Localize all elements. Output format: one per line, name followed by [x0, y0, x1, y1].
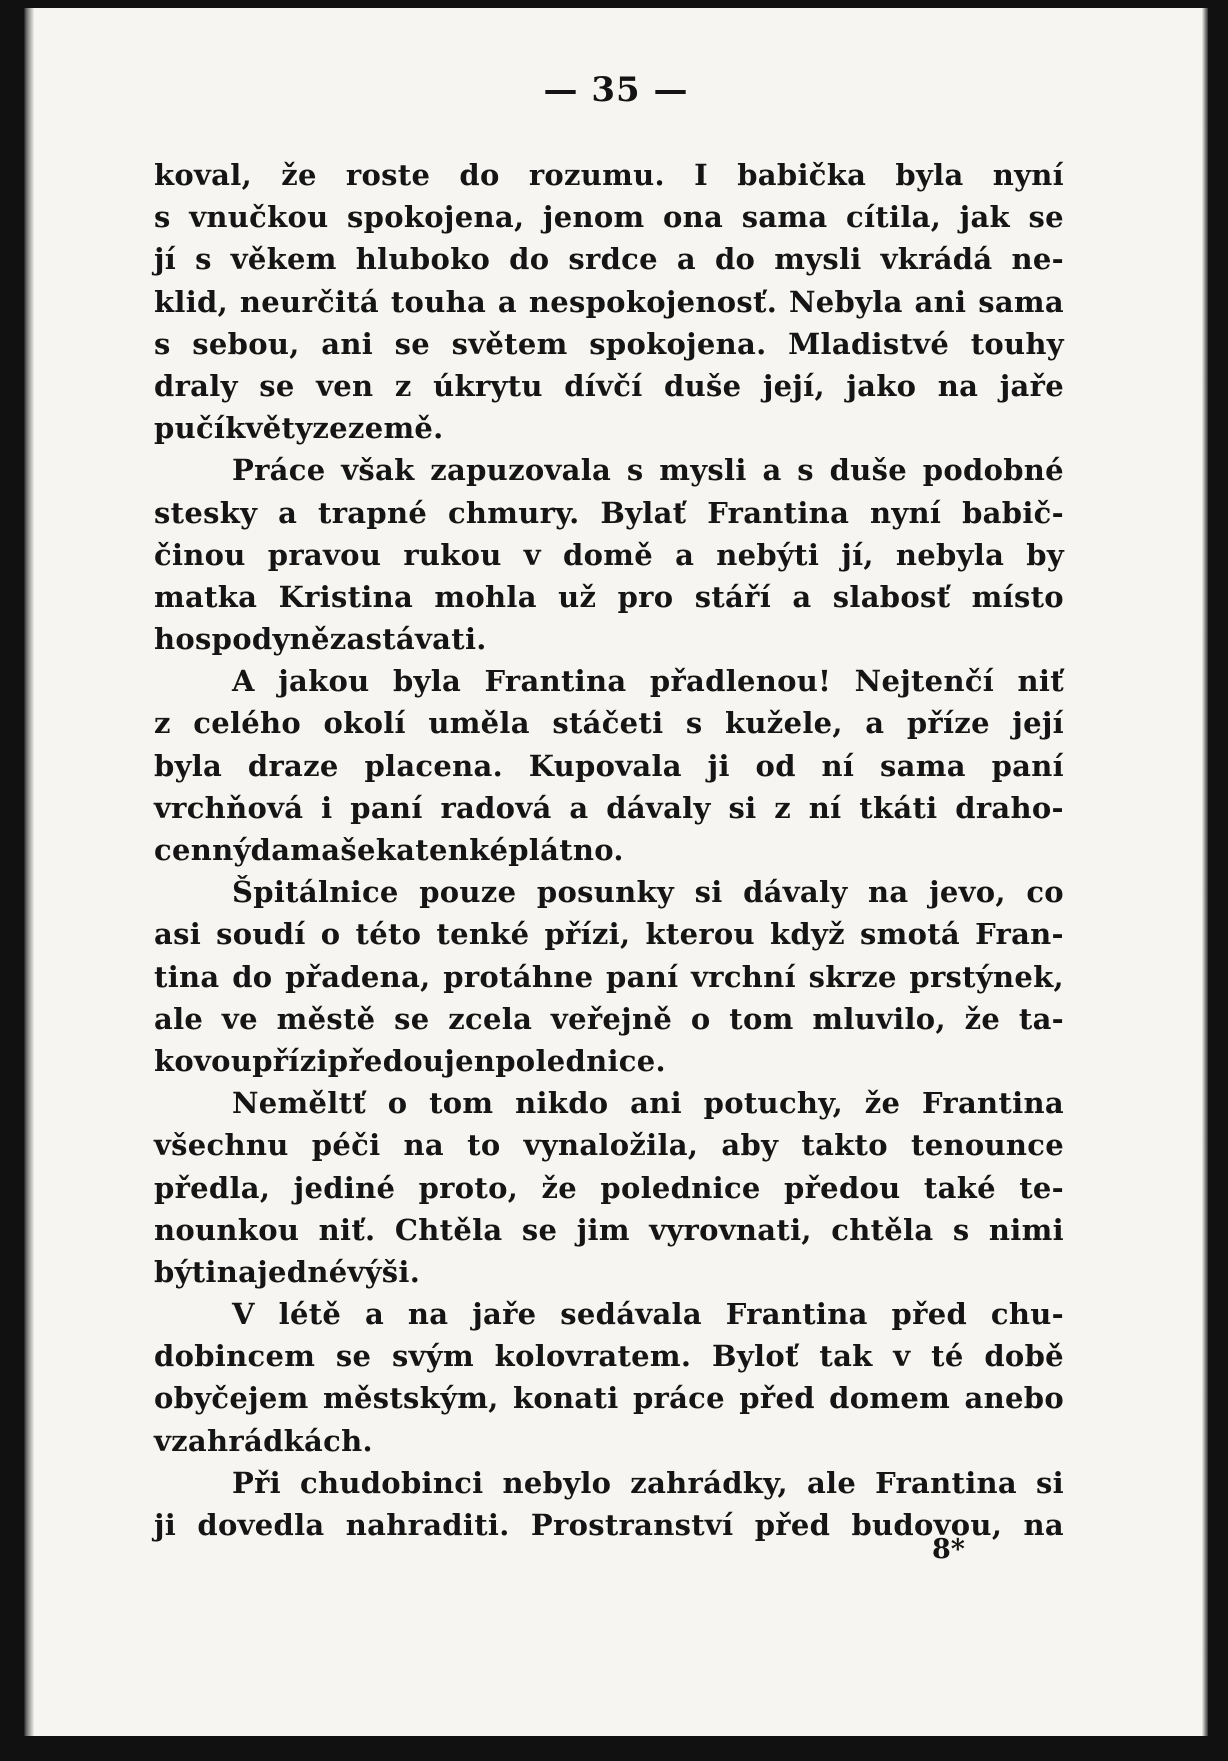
word: z	[394, 368, 412, 403]
word: damašek	[250, 833, 397, 867]
word: proto,	[418, 1170, 519, 1205]
text-line	[154, 369, 1064, 411]
word: byla	[895, 158, 964, 192]
word: tenounce	[911, 1128, 1064, 1163]
body-text	[154, 158, 1064, 1550]
word: obyčejem	[154, 1381, 309, 1416]
word: chudobinci	[300, 1465, 484, 1500]
word: Práce	[232, 453, 326, 488]
word: A	[232, 664, 255, 699]
word: od	[755, 748, 796, 783]
text-line	[154, 1424, 1064, 1466]
word: paní	[606, 959, 679, 994]
word: uměla	[428, 706, 530, 741]
word: Kupovala	[528, 748, 682, 783]
word: na	[216, 1254, 258, 1289]
word: svým	[392, 1339, 474, 1374]
text-line	[154, 622, 1064, 664]
word: mysli	[774, 242, 862, 277]
word: skrze	[808, 959, 897, 994]
word: ale	[154, 1001, 204, 1036]
text-line	[154, 453, 1064, 495]
word: zahrádkách.	[171, 1423, 373, 1458]
word: předou	[784, 1170, 901, 1205]
word: Nebyla	[789, 284, 903, 319]
word: předla,	[154, 1170, 271, 1205]
word: její	[1012, 706, 1064, 741]
word: cítila,	[846, 200, 942, 235]
word: s	[952, 1212, 970, 1247]
text-line	[154, 875, 1064, 917]
word: tak	[819, 1339, 873, 1374]
word: cenný	[154, 833, 251, 867]
word: sama	[741, 200, 828, 235]
word: její,	[762, 368, 825, 403]
word: tina	[154, 959, 220, 994]
text-line	[154, 791, 1064, 833]
word: příze	[906, 706, 990, 741]
text-line	[154, 538, 1064, 580]
word: ne-	[1011, 242, 1064, 277]
word: chmury.	[447, 495, 580, 530]
word: a	[569, 790, 589, 825]
word: v	[154, 1423, 172, 1458]
text-line	[154, 1002, 1064, 1044]
word: ji	[707, 748, 730, 783]
text-line	[154, 706, 1064, 748]
word: práce	[632, 1381, 725, 1416]
word: I	[694, 158, 709, 192]
word: nyní	[870, 495, 942, 530]
book-page	[24, 8, 1208, 1736]
word: jí,	[841, 537, 874, 572]
word: protáhne	[443, 959, 594, 994]
word: tom	[429, 1086, 494, 1121]
word: koval,	[154, 158, 252, 192]
word: domě	[563, 537, 654, 572]
word: draze	[247, 748, 339, 783]
word: přízi	[252, 1043, 328, 1078]
word: stáčeti	[552, 706, 664, 741]
word: pučí	[154, 411, 226, 446]
word: neurčitá	[239, 284, 380, 319]
word: vnučkou	[189, 200, 329, 235]
word: býti	[154, 1254, 217, 1289]
word: prstýnek,	[909, 959, 1064, 994]
text-line	[154, 496, 1064, 538]
word: matka	[154, 579, 258, 614]
word: touhy	[970, 326, 1064, 361]
word: smotá	[859, 917, 961, 952]
word: kterou	[645, 917, 755, 952]
word: s	[154, 326, 171, 361]
word: s	[685, 706, 703, 741]
word: ta-	[1018, 1001, 1064, 1036]
scan-edge-left	[24, 8, 34, 1736]
word: sama	[880, 748, 966, 783]
word: se	[1028, 200, 1064, 235]
word: nebyla	[895, 537, 1005, 572]
word: s	[195, 242, 212, 277]
word: ale	[806, 1465, 857, 1500]
word: veřejně	[550, 1001, 673, 1036]
word: mysli	[659, 453, 747, 488]
word: jediné	[293, 1170, 396, 1205]
page-number: — 35 —	[543, 70, 689, 110]
word: se	[394, 1001, 430, 1036]
word: země.	[347, 411, 444, 446]
word: si	[728, 790, 757, 825]
word: pouze	[419, 875, 517, 910]
word: sebou,	[192, 326, 300, 361]
word: jaře	[472, 1297, 537, 1332]
word: kolovratem.	[494, 1339, 692, 1374]
word: a	[792, 579, 812, 614]
text-line	[154, 1086, 1064, 1128]
word: a	[396, 833, 416, 867]
word: nikdo	[515, 1086, 609, 1121]
word: hospodyně	[154, 622, 330, 657]
word: duše	[664, 368, 742, 403]
word: vkrádá	[880, 242, 993, 277]
word: draho-	[955, 790, 1064, 825]
word: na	[407, 1297, 449, 1332]
word: výši.	[347, 1254, 421, 1289]
word: ve	[221, 1001, 258, 1036]
word: Nejtenčí	[854, 664, 995, 699]
word: do	[232, 959, 273, 994]
word: babič-	[962, 495, 1064, 530]
word: vrchní	[691, 959, 796, 994]
word: o	[387, 1086, 408, 1121]
text-line	[154, 917, 1064, 959]
word: se	[259, 368, 295, 403]
word: dívčí	[564, 368, 643, 403]
word: anebo	[964, 1381, 1064, 1416]
word: péči	[311, 1128, 381, 1163]
word: přadlenou!	[649, 664, 832, 699]
text-line	[154, 1213, 1064, 1255]
word: městským,	[323, 1381, 499, 1416]
word: rozumu.	[528, 158, 665, 192]
word: jen	[444, 1043, 496, 1078]
word: nebýti	[716, 537, 820, 572]
word: spokojena.	[589, 326, 767, 361]
word: vynaložila,	[523, 1128, 699, 1163]
word: srdce	[568, 242, 658, 277]
word: touha	[390, 284, 487, 319]
word: na	[937, 368, 979, 403]
word: Při	[232, 1465, 282, 1500]
word: před	[891, 1297, 968, 1332]
word: okolí	[323, 706, 406, 741]
word: Byloť	[712, 1339, 799, 1374]
word: nounkou	[154, 1212, 300, 1247]
word: jevo,	[929, 875, 1006, 910]
word: mohla	[434, 579, 537, 614]
word: na	[868, 875, 909, 910]
word: stesky	[154, 495, 258, 530]
text-line	[154, 1128, 1064, 1170]
word: paní	[350, 790, 423, 825]
text-line	[154, 664, 1064, 706]
word: světem	[451, 326, 568, 361]
text-line	[154, 1381, 1064, 1423]
word: do	[509, 242, 550, 277]
word: Špitálnice	[232, 875, 399, 910]
word: si	[1036, 1465, 1064, 1500]
word: ani	[630, 1086, 682, 1121]
word: co	[1026, 875, 1064, 910]
word: paní	[991, 748, 1064, 783]
word: přadena,	[285, 959, 431, 994]
word: té	[931, 1339, 964, 1374]
text-line	[154, 1171, 1064, 1213]
word: městě	[276, 1001, 376, 1036]
word: i	[321, 790, 333, 825]
word: ani	[321, 326, 374, 361]
word: ona	[663, 200, 724, 235]
word: to	[467, 1128, 501, 1163]
word: že	[541, 1170, 578, 1205]
word: už	[558, 579, 597, 614]
word: polednice.	[495, 1043, 666, 1078]
word: Frantina	[707, 495, 850, 530]
word: Frantina	[875, 1465, 1018, 1500]
word: roste	[345, 158, 431, 192]
word: a	[675, 537, 695, 572]
word: dovedla	[197, 1508, 325, 1542]
word: z	[774, 790, 791, 825]
word: Frantina	[725, 1297, 868, 1332]
word: a	[497, 284, 517, 319]
word: létě	[278, 1297, 342, 1332]
word: stáří	[694, 579, 772, 614]
word: plátno.	[508, 833, 624, 867]
word: dobincem	[154, 1339, 316, 1374]
word: se	[394, 326, 431, 361]
word: jim	[576, 1212, 630, 1247]
word: niť.	[318, 1212, 376, 1247]
word: soudí	[216, 917, 306, 952]
word: Prostranství	[530, 1508, 734, 1542]
text-line	[154, 1255, 1064, 1297]
text-line	[154, 411, 1064, 453]
word: asi	[154, 917, 202, 952]
word: jakou	[278, 664, 370, 699]
word: do	[459, 158, 500, 192]
word: ní	[821, 748, 855, 783]
word: konati	[513, 1381, 619, 1416]
word: Frantina	[922, 1086, 1064, 1121]
word: místo	[971, 579, 1064, 614]
word: ani	[914, 284, 967, 319]
word: chtěla	[831, 1212, 934, 1247]
word: a	[278, 495, 298, 530]
word: ji	[154, 1508, 177, 1542]
text-line	[154, 580, 1064, 622]
word: si	[694, 875, 723, 910]
word: byla	[154, 748, 223, 783]
word: slabosť	[832, 579, 951, 614]
text-line	[154, 200, 1064, 242]
word: pro	[617, 579, 674, 614]
word: babička	[737, 158, 867, 192]
word: předou	[327, 1043, 445, 1078]
word: Chtěla	[394, 1212, 503, 1247]
text-line	[154, 242, 1064, 284]
word: tkáti	[859, 790, 938, 825]
word: na	[403, 1128, 445, 1163]
word: Bylať	[600, 495, 687, 530]
word: duše	[829, 453, 908, 488]
word: potuchy,	[703, 1086, 844, 1121]
word: zapuzovala	[430, 453, 612, 488]
word: před	[754, 1508, 831, 1542]
word: trapné	[318, 495, 428, 530]
word: V	[232, 1297, 255, 1332]
word: nahraditi.	[345, 1508, 510, 1542]
word: domem	[829, 1381, 951, 1416]
word: placena.	[364, 748, 504, 783]
word: jedné	[257, 1254, 348, 1289]
word: o	[690, 1001, 711, 1036]
word: nebylo	[502, 1465, 612, 1500]
word: kovou	[154, 1043, 253, 1078]
word: dávaly	[743, 875, 848, 910]
text-line	[154, 327, 1064, 369]
word: na	[1023, 1508, 1064, 1542]
word: nespokojenosť.	[528, 284, 778, 319]
word: takto	[801, 1128, 888, 1163]
word: byla	[392, 664, 462, 699]
word: o	[320, 917, 341, 952]
word: že	[864, 1086, 901, 1121]
word: polednice	[600, 1170, 761, 1205]
word: tom	[729, 1001, 794, 1036]
word: s	[797, 453, 814, 488]
scan-edge-right	[1202, 8, 1208, 1736]
word: te-	[1019, 1170, 1064, 1205]
word: a	[364, 1297, 385, 1332]
word: že	[964, 1001, 1001, 1036]
text-line	[154, 285, 1064, 327]
word: radová	[440, 790, 552, 825]
word: niť	[1017, 664, 1064, 699]
word: Neměltť	[232, 1086, 367, 1121]
word: činou	[154, 537, 246, 572]
word: přízi,	[544, 917, 631, 952]
word: zcela	[448, 1001, 533, 1036]
text-line	[154, 1508, 1064, 1550]
word: nimi	[988, 1212, 1064, 1247]
word: době	[984, 1339, 1064, 1374]
word: všechnu	[154, 1128, 289, 1163]
text-line	[154, 960, 1064, 1002]
word: květy	[225, 411, 313, 446]
word: když	[770, 917, 845, 952]
word: ze	[312, 411, 348, 446]
word: posunky	[536, 875, 675, 910]
word: jaře	[999, 368, 1064, 403]
word: že	[281, 158, 317, 192]
word: Kristina	[278, 579, 414, 614]
word: a	[676, 242, 696, 277]
word: mluvilo,	[812, 1001, 946, 1036]
word: však	[341, 453, 415, 488]
word: zahrádky,	[630, 1465, 788, 1500]
word: Fran-	[975, 917, 1064, 952]
word: ven	[316, 368, 374, 403]
word: kužele,	[725, 706, 843, 741]
word: rukou	[403, 537, 502, 572]
word: s	[626, 453, 644, 488]
word: jenom	[542, 200, 645, 235]
word: také	[923, 1170, 996, 1205]
text-line	[154, 1297, 1064, 1339]
word: z	[154, 706, 171, 741]
word: se	[335, 1339, 372, 1374]
word: budovou,	[851, 1508, 1003, 1542]
word: pravou	[267, 537, 382, 572]
word: jako	[846, 368, 917, 403]
word: ní	[808, 790, 842, 825]
printer-signature-mark: 8*	[932, 1534, 965, 1565]
word: sedávala	[560, 1297, 702, 1332]
word: podobné	[922, 453, 1064, 488]
text-line	[154, 158, 1064, 200]
word: před	[739, 1381, 815, 1416]
word: celého	[193, 706, 302, 741]
word: a	[865, 706, 885, 741]
word: aby	[721, 1128, 779, 1163]
word: s	[154, 200, 171, 235]
word: klid,	[154, 284, 228, 319]
text-line	[154, 1044, 1064, 1086]
word: věkem	[230, 242, 337, 277]
text-line	[154, 1339, 1064, 1381]
word: draly	[154, 368, 238, 403]
text-line	[154, 749, 1064, 791]
word: tenké	[436, 917, 530, 952]
word: hluboko	[355, 242, 491, 277]
word: tenké	[415, 833, 509, 867]
word: vrchňová	[154, 790, 304, 825]
word: sama	[978, 284, 1064, 319]
word: zastávati.	[329, 622, 487, 657]
word: a	[762, 453, 782, 488]
word: se	[521, 1212, 558, 1247]
word: by	[1026, 537, 1064, 572]
word: úkrytu	[433, 368, 543, 403]
word: do	[714, 242, 756, 277]
text-line	[154, 1466, 1064, 1508]
word: spokojena,	[347, 200, 525, 235]
word: jí	[154, 242, 177, 277]
word: v	[523, 537, 541, 572]
word: chu-	[990, 1297, 1064, 1332]
word: nyní	[992, 158, 1064, 192]
text-line	[154, 833, 1064, 875]
word: dávaly	[606, 790, 711, 825]
word: této	[355, 917, 422, 952]
word: v	[893, 1339, 911, 1374]
word: Mladistvé	[788, 326, 950, 361]
word: vyrovnati,	[649, 1212, 812, 1247]
word: Frantina	[484, 664, 627, 699]
word: jak	[959, 200, 1010, 235]
